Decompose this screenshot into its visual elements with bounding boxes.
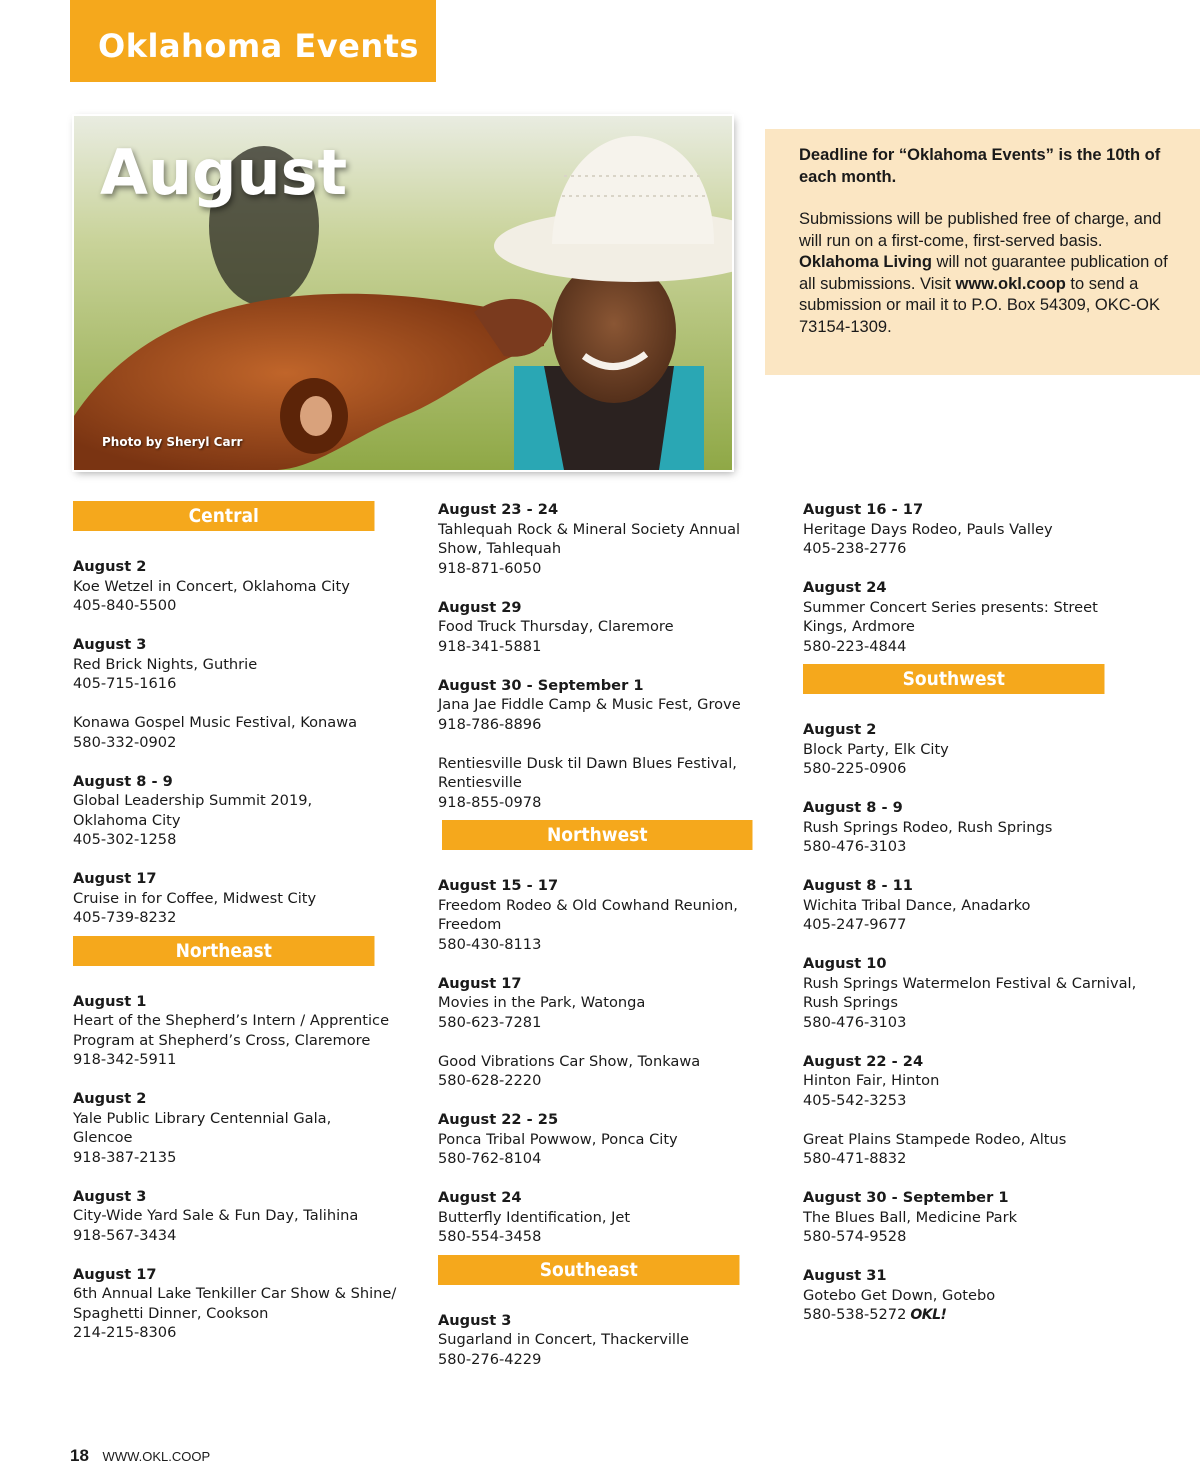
event-item: August 3 Sugarland in Concert, Thackerville 580-276-4229 (438, 1311, 690, 1368)
event-item: August 23 - 24 Tahlequah Rock & Mineral Society Annual Show, Tahlequah 918-871-6050 (438, 501, 741, 577)
website-link[interactable]: www.okl.coop (955, 274, 1066, 293)
event-item: August 30 - September 1 Jana Jae Fiddle Camp & Music Fest, Grove 918-786-8896 (438, 676, 741, 733)
event-item: August 17 6th Annual Lake Tenkiller Car Show & Shine/ Spaghetti Dinner, Cookson 214-215-8306 (73, 1265, 397, 1341)
event-item: Konawa Gospel Music Festival, Konawa 580-332-0902 (73, 714, 358, 751)
event-item: August 24 Butterfly Identification, Jet 580-554-3458 (438, 1189, 631, 1245)
event-item: August 22 - 25 Ponca Tribal Powwow, Ponca City 580-762-8104 (438, 1111, 678, 1167)
event-item: Great Plains Stampede Rodeo, Altus 580-471-8832 (803, 1130, 1067, 1167)
region-header-northeast: Northeast (73, 936, 375, 966)
event-item: August 17 Cruise in for Coffee, Midwest City 405-739-8232 (73, 870, 317, 926)
event-item: August 31 Gotebo Get Down, Gotebo 580-538-5272 OKL! (803, 1266, 1133, 1326)
event-item: August 3 Red Brick Nights, Guthrie 405-715-1616 (73, 636, 258, 692)
submission-text: Submissions will be published free of charge, and will run on a first-come, first-served basis. Oklahoma Living will not guarantee publication of all submissions. Visit www.okl.coop to send a submission or mail it to P.O. Box 54309, OKC-OK 73154-1309. (799, 210, 1168, 336)
magazine-name: Oklahoma Living (799, 253, 932, 271)
footer-url[interactable]: WWW.OKL.COOP (102, 1449, 211, 1464)
event-item: August 2 Block Party, Elk City 580-225-0906 (803, 721, 949, 777)
events-column-3 (803, 500, 1137, 1345)
month-heading: August (100, 136, 348, 209)
event-item: August 3 City-Wide Yard Sale & Fun Day, Talihina 918-567-3434 (73, 1187, 359, 1244)
event-item: Good Vibrations Car Show, Tonkawa 580-628-2220 (438, 1052, 701, 1089)
event-item: August 22 - 24 Hinton Fair, Hinton 405-542-3253 (803, 1052, 940, 1109)
page-footer (70, 1446, 210, 1466)
events-column-2 (438, 500, 768, 1389)
event-item: August 8 - 9 Rush Springs Rodeo, Rush Springs 580-476-3103 (803, 799, 1053, 855)
region-header-central: Central (73, 501, 375, 531)
event-item: August 16 - 17 Heritage Days Rodeo, Pauls Valley 405-238-2776 (803, 501, 1053, 557)
event-item: August 1 Heart of the Shepherd’s Intern / Apprentice Program at Shepherd’s Cross, Claremore 918-342-5911 (73, 992, 390, 1068)
events-column-1 (73, 500, 403, 1362)
event-item: August 29 Food Truck Thursday, Claremore 918-341-5881 (438, 598, 674, 655)
event-item: August 2 Yale Public Library Centennial Gala, Glencoe 918-387-2135 (73, 1090, 332, 1166)
event-item: August 8 - 11 Wichita Tribal Dance, Anadarko 405-247-9677 (803, 877, 1031, 933)
section-title: Oklahoma Events (70, 0, 436, 82)
region-header-southwest: Southwest (803, 664, 1105, 694)
event-item: August 30 - September 1 The Blues Ball, Medicine Park 580-574-9528 (803, 1189, 1018, 1245)
event-item: August 15 - 17 Freedom Rodeo & Old Cowhand Reunion, Freedom 580-430-8113 (438, 877, 738, 953)
page-number: 18 (70, 1446, 89, 1465)
region-header-southeast: Southeast (438, 1255, 740, 1285)
photo-credit: Photo by Sheryl Carr (102, 435, 243, 449)
region-header-northwest: Northwest (442, 820, 753, 850)
event-item: August 2 Koe Wetzel in Concert, Oklahoma City 405-840-5500 (73, 558, 350, 614)
submission-info-box (765, 129, 1200, 375)
event-item: August 24 Summer Concert Series presents: Street Kings, Ardmore 580-223-4844 (803, 579, 1098, 655)
deadline-text: Deadline for “Oklahoma Events” is the 10th of each month. (799, 146, 1161, 186)
event-item: August 8 - 9 Global Leadership Summit 2019, Oklahoma City 405-302-1258 (73, 772, 313, 848)
okl-logo-icon: OKL! (910, 1307, 947, 1323)
event-item: August 10 Rush Springs Watermelon Festival & Carnival, Rush Springs 580-476-3103 (803, 955, 1137, 1031)
event-item: Rentiesville Dusk til Dawn Blues Festival, Rentiesville 918-855-0978 (438, 754, 737, 811)
feature-photo (74, 116, 732, 470)
event-item: August 17 Movies in the Park, Watonga 580-623-7281 (438, 974, 646, 1031)
